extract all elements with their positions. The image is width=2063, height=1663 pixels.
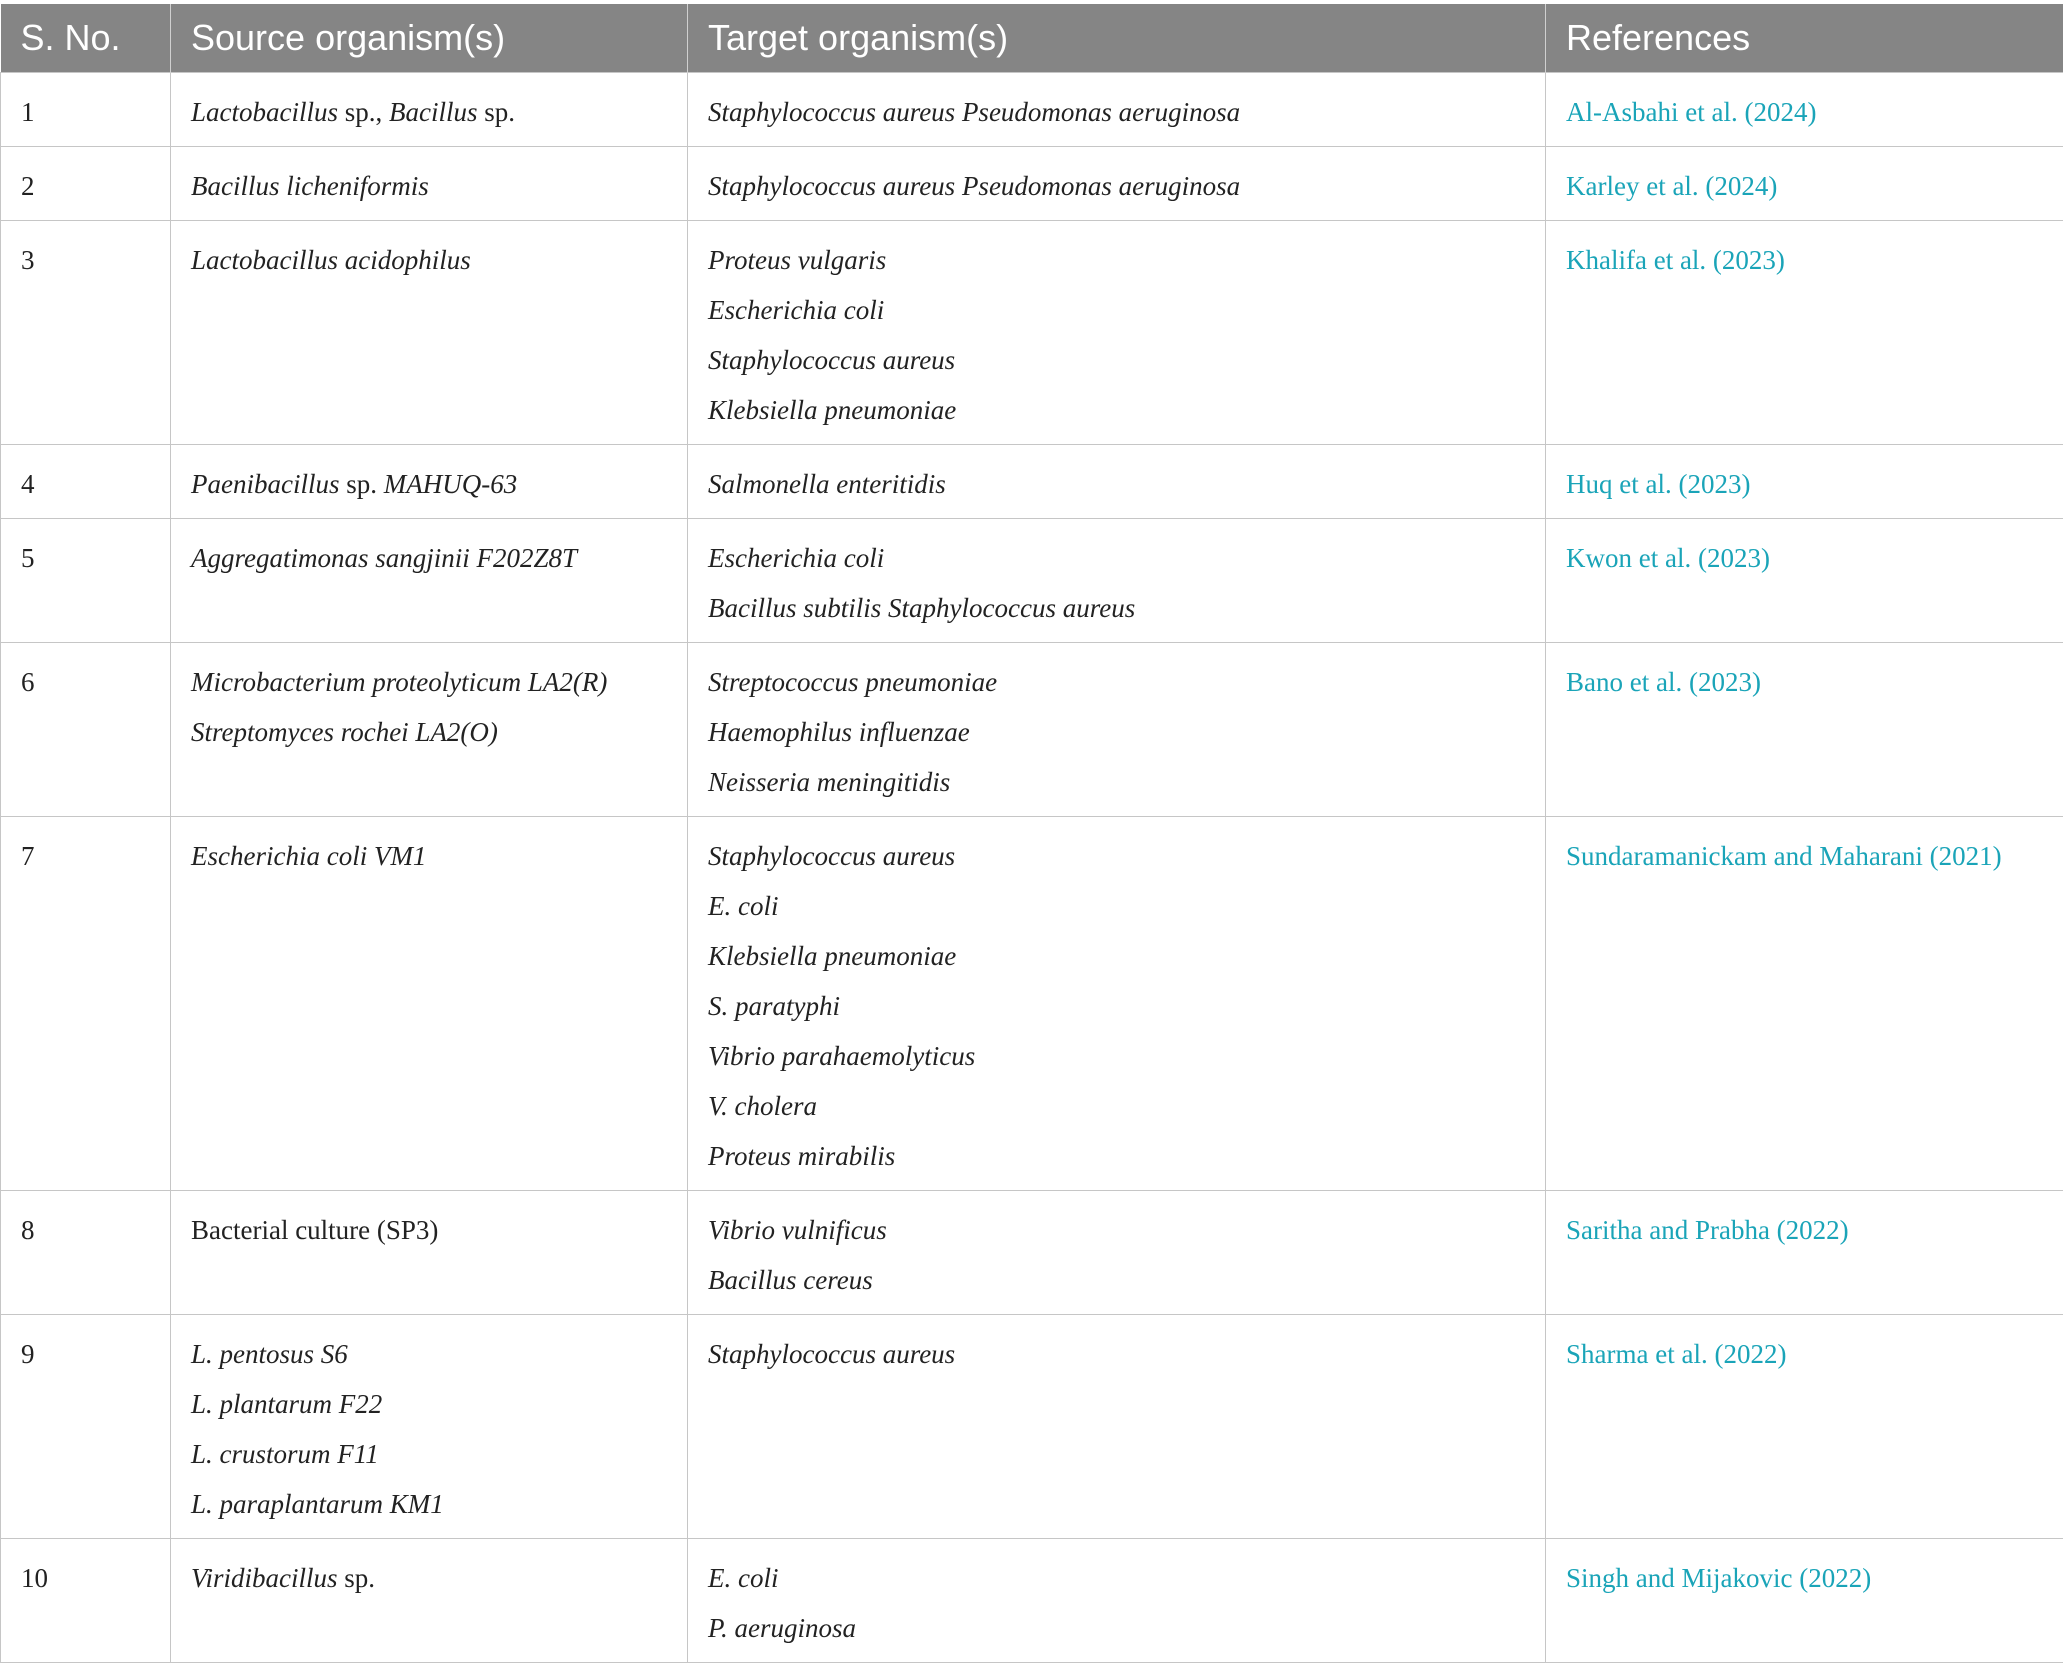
source-organism-text: Streptomyces rochei LA2(O) — [191, 717, 498, 747]
cell-source — [171, 1315, 688, 1539]
header-references: References — [1546, 4, 2063, 73]
source-organism-text: Lactobacillus — [191, 97, 338, 127]
cell-source — [171, 73, 688, 147]
reference-link[interactable]: Khalifa et al. (2023) — [1566, 235, 2043, 285]
table-row — [1, 643, 2063, 817]
organism-table-container — [0, 4, 2063, 1663]
source-organism-line — [191, 1479, 667, 1529]
cell-source — [171, 643, 688, 817]
target-organism-line: Vibrio vulnificus — [708, 1205, 1525, 1255]
source-organism-line — [191, 459, 667, 509]
sno-text: 7 — [21, 831, 150, 881]
source-organism-line — [191, 1205, 667, 1255]
cell-target — [688, 1539, 1546, 1663]
source-organism-line — [191, 533, 667, 583]
cell-target — [688, 519, 1546, 643]
cell-reference — [1546, 1539, 2063, 1663]
cell-source — [171, 147, 688, 221]
source-organism-line — [191, 1429, 667, 1479]
sno-text: 2 — [21, 161, 150, 211]
target-organism-line: E. coli — [708, 881, 1525, 931]
table-row — [1, 147, 2063, 221]
sno-text: 9 — [21, 1329, 150, 1379]
cell-source — [171, 445, 688, 519]
target-organism-line: Staphylococcus aureus — [708, 335, 1525, 385]
target-organism-line: Staphylococcus aureus — [708, 831, 1525, 881]
cell-sno — [1, 73, 171, 147]
source-organism-text: Bacillus licheniformis — [191, 171, 429, 201]
target-organism-line: Bacillus cereus — [708, 1255, 1525, 1305]
cell-reference — [1546, 643, 2063, 817]
target-organism-line: P. aeruginosa — [708, 1603, 1525, 1653]
cell-target — [688, 445, 1546, 519]
target-organism-line: Haemophilus influenzae — [708, 707, 1525, 757]
source-organism-text: Aggregatimonas sangjinii F202Z8T — [191, 543, 577, 573]
target-organism-line: Staphylococcus aureus Pseudomonas aeruginosa — [708, 87, 1525, 137]
source-organism-line — [191, 707, 667, 757]
cell-reference — [1546, 147, 2063, 221]
source-organism-text: sp. — [339, 469, 383, 499]
source-organism-text: L. paraplantarum KM1 — [191, 1489, 444, 1519]
table-row — [1, 1191, 2063, 1315]
cell-sno — [1, 1539, 171, 1663]
cell-reference — [1546, 445, 2063, 519]
source-organism-text: Microbacterium proteolyticum LA2(R) — [191, 667, 607, 697]
cell-source — [171, 817, 688, 1191]
source-organism-line — [191, 161, 667, 211]
header-target: Target organism(s) — [688, 4, 1546, 73]
source-organism-text: sp. — [338, 1563, 376, 1593]
sno-text: 8 — [21, 1205, 150, 1255]
cell-sno — [1, 221, 171, 445]
cell-sno — [1, 147, 171, 221]
sno-text: 4 — [21, 459, 150, 509]
table-row — [1, 1315, 2063, 1539]
table-row — [1, 73, 2063, 147]
target-organism-line: V. cholera — [708, 1081, 1525, 1131]
organism-table — [0, 4, 2063, 1663]
target-organism-line: E. coli — [708, 1553, 1525, 1603]
reference-link[interactable]: Al-Asbahi et al. (2024) — [1566, 87, 2043, 137]
cell-source — [171, 221, 688, 445]
cell-target — [688, 221, 1546, 445]
target-organism-line: Vibrio parahaemolyticus — [708, 1031, 1525, 1081]
target-organism-line: Neisseria meningitidis — [708, 757, 1525, 807]
source-organism-text: sp. — [478, 97, 516, 127]
sno-text: 3 — [21, 235, 150, 285]
source-organism-line — [191, 1379, 667, 1429]
cell-sno — [1, 1315, 171, 1539]
reference-link[interactable]: Saritha and Prabha (2022) — [1566, 1205, 2043, 1255]
cell-source — [171, 1191, 688, 1315]
target-organism-line: Bacillus subtilis Staphylococcus aureus — [708, 583, 1525, 633]
source-organism-text: Bacillus — [389, 97, 478, 127]
cell-reference — [1546, 519, 2063, 643]
target-organism-line: Proteus mirabilis — [708, 1131, 1525, 1181]
target-organism-line: S. paratyphi — [708, 981, 1525, 1031]
header-sno: S. No. — [1, 4, 171, 73]
reference-link[interactable]: Karley et al. (2024) — [1566, 161, 2043, 211]
table-row — [1, 1539, 2063, 1663]
table-row — [1, 445, 2063, 519]
source-organism-line — [191, 87, 667, 137]
source-organism-text: sp., — [338, 97, 389, 127]
source-organism-text: Viridibacillus — [191, 1563, 338, 1593]
target-organism-line: Proteus vulgaris — [708, 235, 1525, 285]
cell-target — [688, 147, 1546, 221]
table-body — [1, 73, 2063, 1663]
cell-sno — [1, 519, 171, 643]
reference-link[interactable]: Sundaramanickam and Maharani (2021) — [1566, 831, 2043, 881]
sno-text: 6 — [21, 657, 150, 707]
sno-text: 5 — [21, 533, 150, 583]
source-organism-text: L. pentosus S6 — [191, 1339, 348, 1369]
cell-target — [688, 643, 1546, 817]
table-row — [1, 221, 2063, 445]
cell-sno — [1, 445, 171, 519]
source-organism-text: Lactobacillus acidophilus — [191, 245, 471, 275]
table-row — [1, 519, 2063, 643]
source-organism-line — [191, 1553, 667, 1603]
source-organism-line — [191, 657, 667, 707]
source-organism-text: Bacterial culture (SP3) — [191, 1215, 438, 1245]
cell-source — [171, 1539, 688, 1663]
cell-target — [688, 1315, 1546, 1539]
source-organism-text: Escherichia coli VM1 — [191, 841, 426, 871]
cell-target — [688, 73, 1546, 147]
target-organism-line: Staphylococcus aureus — [708, 1329, 1525, 1379]
reference-link[interactable]: Huq et al. (2023) — [1566, 459, 2043, 509]
reference-link[interactable]: Bano et al. (2023) — [1566, 657, 2043, 707]
target-organism-line: Escherichia coli — [708, 285, 1525, 335]
reference-link[interactable]: Singh and Mijakovic (2022) — [1566, 1553, 2043, 1603]
source-organism-text: MAHUQ-63 — [384, 469, 517, 499]
target-organism-line: Streptococcus pneumoniae — [708, 657, 1525, 707]
target-organism-line: Salmonella enteritidis — [708, 459, 1525, 509]
header-row — [1, 4, 2063, 73]
source-organism-text: Paenibacillus — [191, 469, 339, 499]
sno-text: 10 — [21, 1553, 150, 1603]
source-organism-text: L. crustorum F11 — [191, 1439, 379, 1469]
cell-sno — [1, 817, 171, 1191]
header-source: Source organism(s) — [171, 4, 688, 73]
cell-reference — [1546, 221, 2063, 445]
table-header — [1, 4, 2063, 73]
source-organism-line — [191, 831, 667, 881]
cell-sno — [1, 1191, 171, 1315]
cell-sno — [1, 643, 171, 817]
target-organism-line: Escherichia coli — [708, 533, 1525, 583]
reference-link[interactable]: Kwon et al. (2023) — [1566, 533, 2043, 583]
cell-reference — [1546, 1191, 2063, 1315]
reference-link[interactable]: Sharma et al. (2022) — [1566, 1329, 2043, 1379]
cell-reference — [1546, 73, 2063, 147]
source-organism-line — [191, 1329, 667, 1379]
source-organism-text: L. plantarum F22 — [191, 1389, 382, 1419]
cell-reference — [1546, 817, 2063, 1191]
cell-source — [171, 519, 688, 643]
target-organism-line: Staphylococcus aureus Pseudomonas aeruginosa — [708, 161, 1525, 211]
cell-reference — [1546, 1315, 2063, 1539]
source-organism-line — [191, 235, 667, 285]
table-row — [1, 817, 2063, 1191]
sno-text: 1 — [21, 87, 150, 137]
target-organism-line: Klebsiella pneumoniae — [708, 385, 1525, 435]
cell-target — [688, 817, 1546, 1191]
cell-target — [688, 1191, 1546, 1315]
target-organism-line: Klebsiella pneumoniae — [708, 931, 1525, 981]
